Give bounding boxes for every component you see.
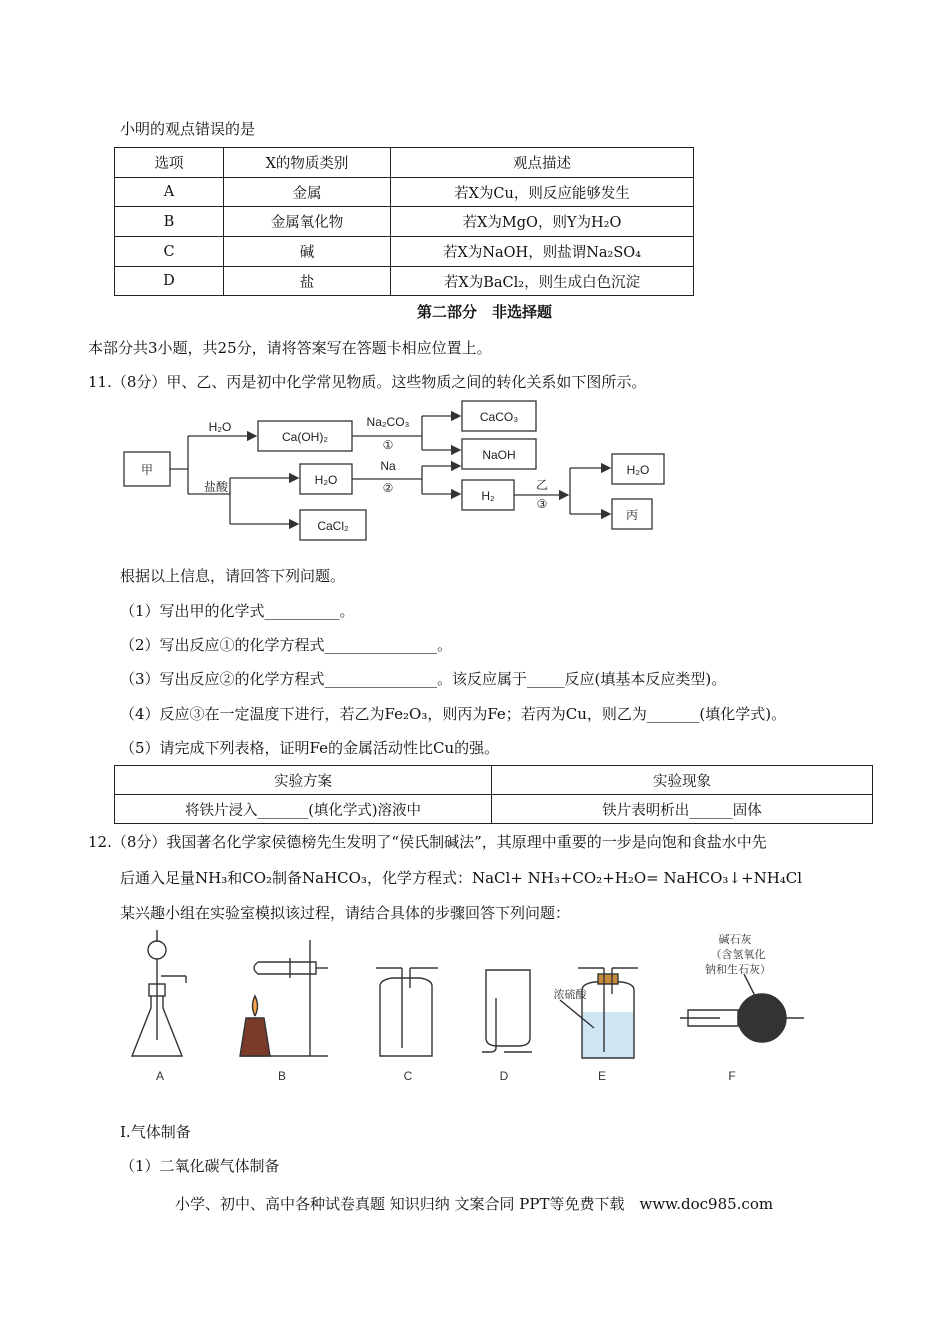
- experiment-table: [114, 765, 873, 824]
- table-cell: B: [115, 207, 224, 237]
- q12-line-2: 后通入足量NH₃和CO₂制备NaHCO₃，化学方程式：NaCl+ NH₃+CO₂+H₂O= NaHCO₃↓+NH₄Cl: [120, 869, 803, 887]
- table-row: [115, 178, 694, 207]
- apparatus-f: [680, 974, 804, 1042]
- q11-part-2: （2）写出反应①的化学方程式_______________。: [120, 636, 453, 654]
- table-cell: D: [115, 267, 224, 296]
- table-row: [115, 267, 694, 296]
- section-note: 本部分共3小题，共25分，请将答案写在答题卡相应位置上。: [88, 339, 492, 357]
- q12-sub-section: I.气体制备: [120, 1123, 191, 1141]
- section-title: 第二部分 非选择题: [417, 303, 553, 321]
- table-header-cell: 实验方案: [115, 766, 492, 795]
- label-r1: ①: [382, 438, 394, 452]
- table-cell: 若X为BaCl₂，则生成白色沉淀: [391, 267, 694, 296]
- apparatus-figure: [120, 928, 810, 1090]
- apparatus-letter-e: E: [597, 1069, 607, 1083]
- label-yi: 乙: [535, 478, 549, 492]
- apparatus-letter-a: A: [155, 1069, 165, 1083]
- page-footer: 小学、初中、高中各种试卷真题 知识归纳 文案合同 PPT等免费下载 www.doc985.com: [175, 1195, 774, 1213]
- table-cell: 金属氧化物: [224, 207, 391, 237]
- table-header-row: [115, 148, 694, 178]
- node-bing: 丙: [625, 508, 639, 522]
- apparatus-d: [482, 970, 532, 1052]
- table-cell: 碱: [224, 237, 391, 267]
- node-h2: H₂: [481, 489, 495, 503]
- apparatus-b: [240, 940, 328, 1056]
- table-cell: C: [115, 237, 224, 267]
- table-cell: 若X为MgO，则Y为H₂O: [391, 207, 694, 237]
- table-header-cell: 选项: [115, 148, 224, 178]
- table-cell: 盐: [224, 267, 391, 296]
- apparatus-letter-c: C: [403, 1069, 413, 1083]
- node-naoh: NaOH: [482, 448, 516, 462]
- reaction-diagram: [110, 394, 680, 546]
- label-yansuan: 盐酸: [203, 480, 229, 494]
- table-cell: 若X为Cu，则反应能够发生: [391, 178, 694, 207]
- label-na2co3: Na₂CO₃: [366, 415, 410, 429]
- table-row: [115, 207, 694, 237]
- label-r3: ③: [536, 497, 548, 511]
- table-cell: 金属: [224, 178, 391, 207]
- q11-lead: 根据以上信息，请回答下列问题。: [120, 567, 346, 585]
- q11-part-1: （1）写出甲的化学式__________。: [120, 602, 355, 620]
- apparatus-letter-d: D: [499, 1069, 509, 1083]
- apparatus-c: [376, 968, 438, 1056]
- apparatus-letter-b: B: [277, 1069, 287, 1083]
- label-h2o: H₂O: [208, 420, 232, 434]
- q11-part-4: （4）反应③在一定温度下进行，若乙为Fe₂O₃，则丙为Fe；若丙为Cu，则乙为_______(填化学式)。: [120, 705, 787, 723]
- node-jia: 甲: [140, 463, 154, 477]
- table-cell: A: [115, 178, 224, 207]
- q11-part-5: （5）请完成下列表格，证明Fe的金属活动性比Cu的强。: [120, 739, 500, 757]
- node-h2o-b: H₂O: [626, 463, 650, 477]
- q12-line-1: 12.（8分）我国著名化学家侯德榜先生发明了“侯氏制碱法”，其原理中重要的一步是向饱和食盐水中先: [88, 833, 767, 851]
- q11-stem: 11.（8分）甲、乙、丙是初中化学常见物质。这些物质之间的转化关系如下图所示。: [88, 373, 647, 391]
- label-na: Na: [380, 459, 396, 473]
- apparatus-a: [132, 930, 186, 1056]
- table-header-cell: X的物质类别: [224, 148, 391, 178]
- table-header-cell: 实验现象: [492, 766, 873, 795]
- label-nongliusuan: 浓硫酸: [553, 989, 587, 1001]
- q12-sub-item: （1）二氧化碳气体制备: [120, 1157, 280, 1175]
- q12-line-3: 某兴趣小组在实验室模拟该过程，请结合具体的步骤回答下列问题：: [120, 904, 571, 922]
- table-header-cell: 观点描述: [391, 148, 694, 178]
- table-cell: 铁片表明析出______固体: [492, 795, 873, 824]
- table-cell: 将铁片浸入_______(填化学式)溶液中: [115, 795, 492, 824]
- node-cacl2: CaCl₂: [317, 519, 349, 533]
- label-jianshihui-2: （含氢氧化: [710, 949, 766, 961]
- table-header-row: [115, 766, 873, 795]
- q11-part-3: （3）写出反应②的化学方程式_______________。该反应属于_____反应(填基本反应类型)。: [120, 670, 727, 688]
- label-jianshihui: 碱石灰: [718, 934, 752, 946]
- node-h2o-a: H₂O: [314, 473, 338, 487]
- apparatus-e: [560, 968, 638, 1058]
- node-caco3: CaCO₃: [479, 410, 519, 424]
- table-row: [115, 795, 873, 824]
- label-r2: ②: [382, 481, 394, 495]
- options-table: [114, 147, 694, 296]
- node-caoh2: Ca(OH)₂: [282, 430, 328, 444]
- label-jianshihui-3: 钠和生石灰）: [705, 964, 771, 976]
- table-cell: 若X为NaOH，则盐谓Na₂SO₄: [391, 237, 694, 267]
- table-row: [115, 237, 694, 267]
- intro-question: 小明的观点错误的是: [120, 120, 256, 138]
- apparatus-letter-f: F: [728, 1069, 736, 1083]
